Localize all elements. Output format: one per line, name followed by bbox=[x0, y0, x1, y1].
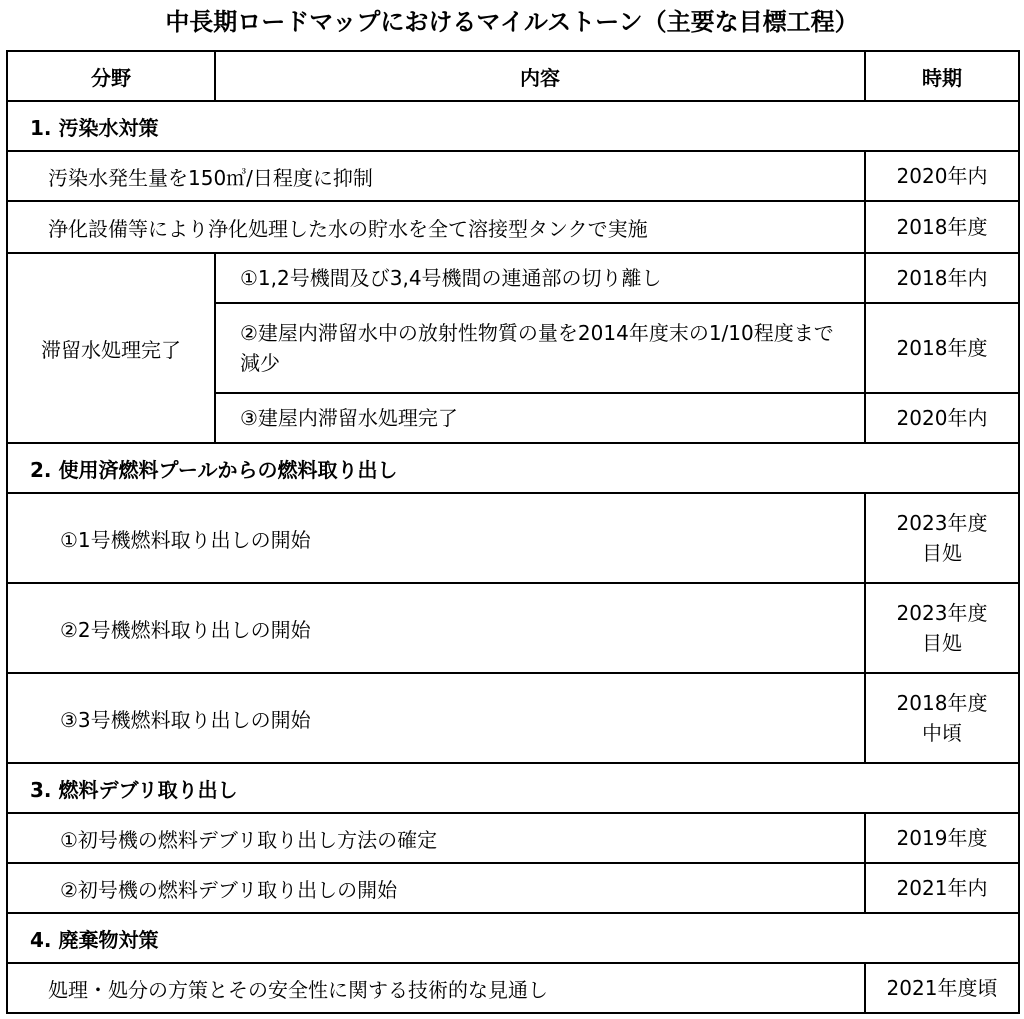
table-row bbox=[7, 583, 1019, 673]
row-content: ②建屋内滞留水中の放射性物質の量を2014年度末の1/10程度まで減少 bbox=[215, 303, 865, 393]
table-row bbox=[7, 813, 1019, 863]
row-period: 2018年度 bbox=[865, 201, 1019, 253]
row-period: 2018年内 bbox=[865, 253, 1019, 303]
section-heading: 2. 使用済燃料プールからの燃料取り出し bbox=[7, 443, 1019, 493]
section-heading-row bbox=[7, 763, 1019, 813]
table-row bbox=[7, 673, 1019, 763]
table-row bbox=[7, 493, 1019, 583]
row-content: 汚染水発生量を150㎥/日程度に抑制 bbox=[7, 151, 865, 201]
row-period: 2020年内 bbox=[865, 151, 1019, 201]
row-period: 2020年内 bbox=[865, 393, 1019, 443]
section-heading-row bbox=[7, 443, 1019, 493]
row-period: 2021年内 bbox=[865, 863, 1019, 913]
row-content: ②初号機の燃料デブリ取り出しの開始 bbox=[7, 863, 865, 913]
row-period-note: 中頃 bbox=[922, 721, 962, 745]
table-row bbox=[7, 151, 1019, 201]
row-period-note: 目処 bbox=[922, 541, 962, 565]
row-period-cell bbox=[865, 673, 1019, 763]
row-content: ③3号機燃料取り出しの開始 bbox=[7, 673, 865, 763]
row-content: ①1号機燃料取り出しの開始 bbox=[7, 493, 865, 583]
row-period-cell bbox=[865, 583, 1019, 673]
row-content: ②2号機燃料取り出しの開始 bbox=[7, 583, 865, 673]
row-period-note: 目処 bbox=[922, 631, 962, 655]
section-heading-row bbox=[7, 913, 1019, 963]
row-period-cell bbox=[865, 493, 1019, 583]
header-period: 時期 bbox=[865, 51, 1019, 101]
row-period: 2023年度 bbox=[896, 601, 988, 625]
page-title: 中長期ロードマップにおけるマイルストーン（主要な目標工程） bbox=[165, 8, 859, 36]
header-field: 分野 bbox=[7, 51, 215, 101]
row-period: 2018年度 bbox=[865, 303, 1019, 393]
row-period: 2021年度頃 bbox=[865, 963, 1019, 1013]
row-period: 2018年度 bbox=[896, 691, 988, 715]
row-content: 処理・処分の方策とその安全性に関する技術的な見通し bbox=[7, 963, 865, 1013]
table-row bbox=[7, 201, 1019, 253]
table-row bbox=[7, 863, 1019, 913]
header-content: 内容 bbox=[215, 51, 865, 101]
section-heading: 1. 汚染水対策 bbox=[7, 101, 1019, 151]
row-content: ③建屋内滞留水処理完了 bbox=[215, 393, 865, 443]
group-field: 滞留水処理完了 bbox=[7, 253, 215, 443]
table-row bbox=[7, 963, 1019, 1013]
section-heading: 3. 燃料デブリ取り出し bbox=[7, 763, 1019, 813]
row-period: 2019年度 bbox=[865, 813, 1019, 863]
row-period: 2023年度 bbox=[896, 511, 988, 535]
row-content: ①初号機の燃料デブリ取り出し方法の確定 bbox=[7, 813, 865, 863]
section-heading: 4. 廃棄物対策 bbox=[7, 913, 1019, 963]
row-content: 浄化設備等により浄化処理した水の貯水を全て溶接型タンクで実施 bbox=[7, 201, 865, 253]
milestone-table bbox=[6, 50, 1020, 1014]
header-row bbox=[7, 51, 1019, 101]
row-content: ①1,2号機間及び3,4号機間の連通部の切り離し bbox=[215, 253, 865, 303]
section-heading-row bbox=[7, 101, 1019, 151]
table-row bbox=[7, 253, 1019, 303]
